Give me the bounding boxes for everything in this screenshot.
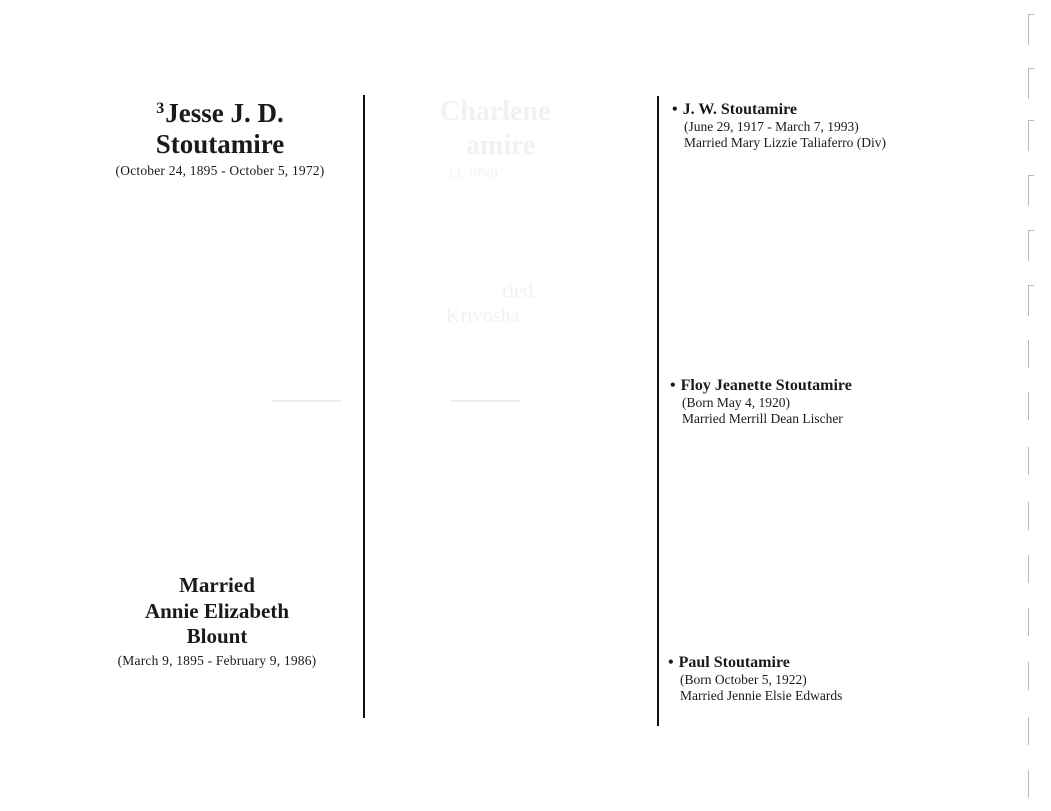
binder-edge-mark: [1028, 555, 1034, 583]
child-name: J. W. Stoutamire: [682, 101, 797, 118]
spouse-block: [82, 573, 352, 669]
binder-edge-mark: [1028, 340, 1034, 368]
bullet-icon: •: [672, 101, 678, 118]
child-dates: (Born May 4, 1920): [682, 395, 790, 410]
child-name: Floy Jeanette Stoutamire: [680, 377, 852, 394]
binder-edge-mark: [1028, 608, 1034, 636]
binder-edge-mark: [1028, 14, 1034, 45]
binder-edge-mark: [1028, 285, 1034, 316]
bleed-through-rule: [450, 400, 520, 402]
child-name-line: [670, 377, 852, 395]
binder-edge-mark: [1028, 68, 1034, 99]
divider-line-left: [363, 95, 365, 718]
child-entry: [668, 654, 842, 704]
bullet-icon: •: [668, 654, 674, 671]
bleed-through-text: Charlene: [440, 96, 551, 127]
child-name: Paul Stoutamire: [678, 654, 790, 671]
bleed-through-text: (3, 1950): [450, 165, 498, 180]
divider-line-right: [657, 96, 659, 726]
child-name-line: [668, 654, 842, 672]
binder-edge-mark: [1028, 392, 1034, 420]
ancestor-dates: (October 24, 1895 - October 5, 1972): [115, 163, 325, 178]
bullet-icon: •: [670, 377, 676, 394]
child-dates: (Born October 5, 1922): [680, 672, 807, 687]
child-name-line: [672, 101, 886, 119]
ancestor-name-line1: [80, 93, 360, 129]
spouse-married-label: Married: [179, 573, 255, 597]
child-entry: [670, 377, 852, 427]
child-marriage: Married Jennie Elsie Edwards: [680, 688, 843, 703]
binder-edge-mark: [1028, 662, 1034, 690]
spouse-given-names: Annie Elizabeth: [144, 598, 290, 623]
child-entry: [672, 101, 886, 151]
child-marriage: Married Merrill Dean Lischer: [682, 411, 843, 426]
child-dates: (June 29, 1917 - March 7, 1993): [684, 119, 859, 134]
binder-edge-mark: [1028, 502, 1034, 530]
ancestor-number: 3: [156, 100, 165, 117]
binder-edge-mark: [1028, 230, 1034, 261]
binder-edge-mark: [1028, 447, 1034, 475]
bleed-through-text: amire: [466, 130, 536, 161]
binder-edge-mark: [1028, 175, 1034, 206]
bleed-through-text: Krivosha: [446, 305, 520, 327]
spouse-dates: (March 9, 1895 - February 9, 1986): [117, 652, 317, 668]
bleed-through-rule: [272, 400, 342, 402]
ancestor-surname: Stoutamire: [155, 129, 285, 159]
ancestor-block: [80, 93, 360, 179]
child-marriage: Married Mary Lizzie Taliaferro (Div): [684, 135, 886, 150]
ancestor-given-names: Jesse J. D.: [165, 98, 284, 128]
binder-edge-mark: [1028, 770, 1034, 798]
spouse-surname: Blount: [186, 624, 248, 648]
binder-edge-mark: [1028, 120, 1034, 151]
bleed-through-text: ried: [502, 280, 534, 302]
binder-edge-mark: [1028, 717, 1034, 745]
